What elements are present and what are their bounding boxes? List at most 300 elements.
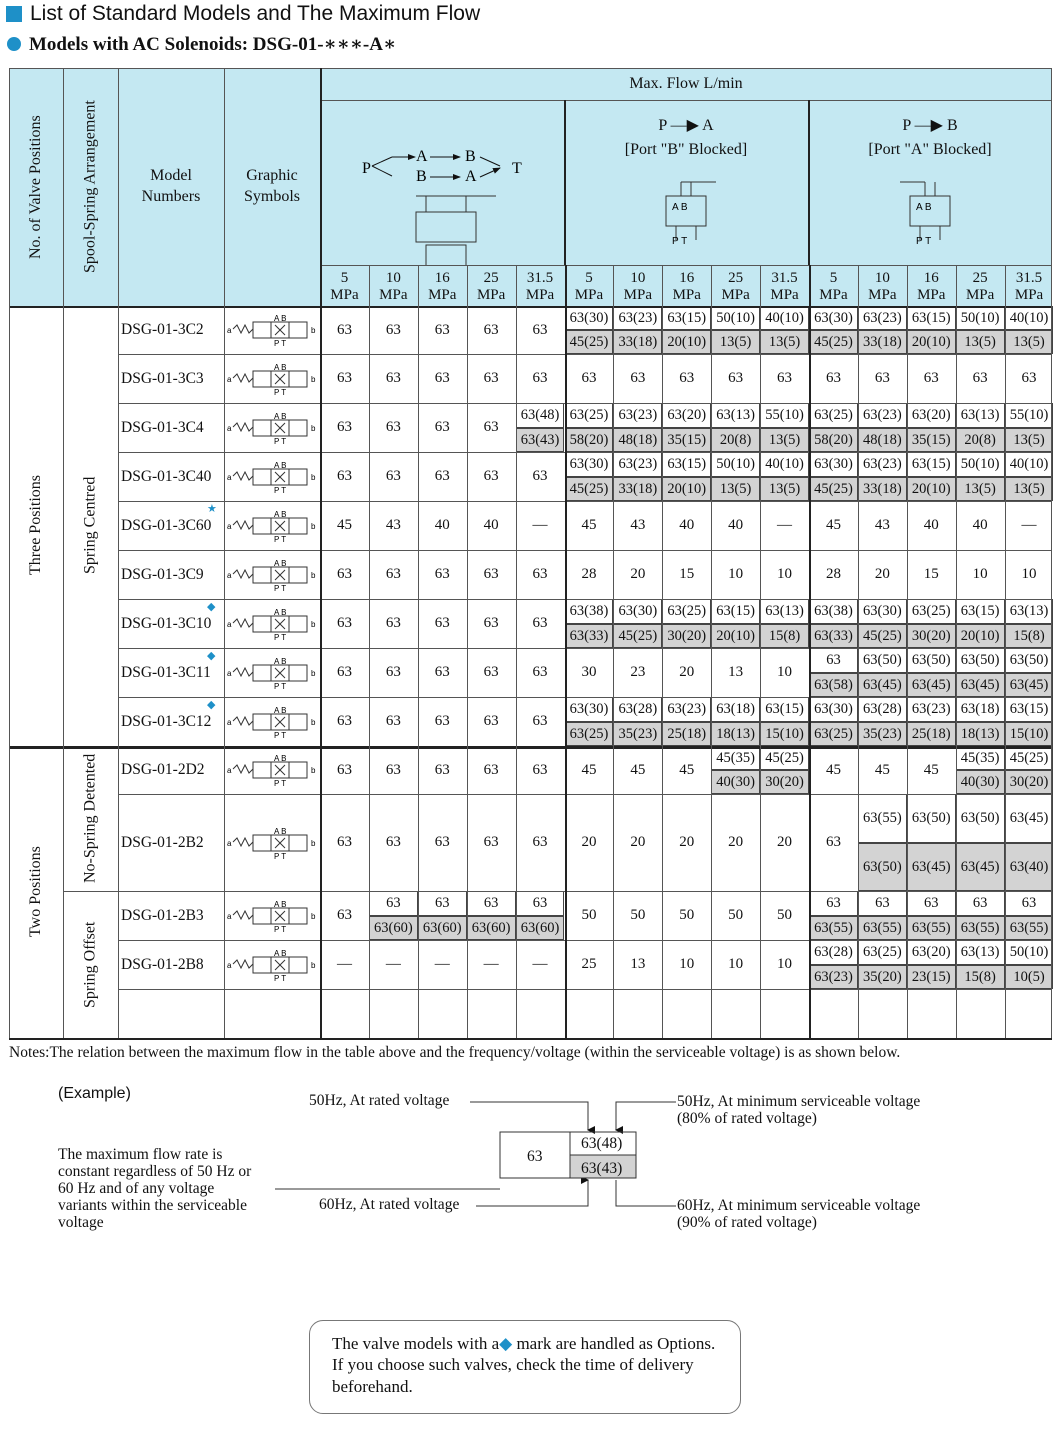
- flow-value-upper: 63(50): [1005, 648, 1054, 673]
- flow-value: 63: [923, 370, 939, 386]
- valve-symbol-icon: [227, 362, 317, 396]
- flow-value-upper: 63: [1005, 891, 1054, 916]
- flow-value-upper: 63(28): [858, 697, 907, 722]
- flow-value: 63: [385, 370, 401, 386]
- flow-value-upper: 63(20): [907, 403, 956, 428]
- flow-value-upper: 63(13): [956, 940, 1005, 965]
- flow-value-upper: 63(13): [711, 403, 760, 428]
- svg-text:A B: A B: [274, 509, 287, 519]
- flow-value-upper: 63(50): [907, 648, 956, 673]
- example-left-text-line: voltage: [58, 1214, 104, 1232]
- pressure-value: 10: [385, 270, 401, 286]
- grid-line: [118, 989, 1052, 990]
- flow-value: 13: [728, 664, 744, 680]
- valve-symbol-icon: [227, 313, 317, 347]
- flow-value-lower: 63(33): [809, 624, 858, 649]
- grid-line: [320, 68, 322, 1038]
- flow-value: 63: [728, 370, 744, 386]
- flow-value: 40: [972, 517, 988, 533]
- flow-value: 10: [777, 664, 793, 680]
- flow-value-lower: 13(5): [711, 330, 760, 354]
- flow-value: 63: [1021, 370, 1037, 386]
- pressure-value: 31.5: [526, 270, 554, 286]
- flow-value-lower: 48(18): [613, 428, 662, 453]
- svg-text:A B: A B: [916, 202, 932, 213]
- flow-value: 63: [336, 907, 352, 923]
- flow-value: 40: [483, 517, 499, 533]
- svg-text:P T: P T: [916, 236, 932, 246]
- flow-value-upper: 45(25): [1005, 746, 1054, 770]
- flow-value: 63: [532, 370, 548, 386]
- grid-line: [760, 265, 761, 1038]
- flow-value: 10: [1021, 566, 1037, 582]
- flow-value: 45: [630, 761, 646, 778]
- grid-line: [118, 648, 1052, 649]
- flow-value-upper: 63: [907, 891, 956, 916]
- grid-line: [9, 68, 1052, 69]
- flow-value-upper: 45(35): [956, 746, 1005, 770]
- flow-value-upper: 63(25): [907, 599, 956, 624]
- flow-value-upper: 63(23): [858, 306, 907, 330]
- svg-text:P T: P T: [672, 236, 688, 246]
- flow-value: —: [336, 956, 352, 972]
- flow-value-upper: 45(35): [711, 746, 760, 770]
- header-valve-positions: No. of Valve Positions: [27, 115, 44, 259]
- flow-value-lower: 13(5): [956, 330, 1005, 354]
- pressure-value: 25: [728, 270, 744, 286]
- graphic-symbol: [224, 891, 320, 940]
- flow-value-upper: 63(38): [809, 599, 858, 624]
- flow-value-lower: 23(15): [907, 965, 956, 990]
- flow-value: 63: [336, 468, 352, 484]
- flow-value-upper: 63(23): [613, 403, 662, 428]
- notes-text: Notes:The relation between the maximum flow in the table above and the frequency/voltage (within the serviceable voltage) is as shown below.: [9, 1044, 901, 1061]
- svg-text:P T: P T: [274, 387, 287, 396]
- model-number: DSG-01-2B2: [121, 833, 204, 851]
- flow-value-lower: 58(20): [809, 428, 858, 453]
- grid-line: [1051, 68, 1052, 1038]
- graphic-symbol: [224, 403, 320, 452]
- flow-value-lower: 35(20): [858, 965, 907, 990]
- flow-value-lower: 48(18): [858, 428, 907, 453]
- diamond-mark-icon: ◆: [499, 1334, 513, 1353]
- flow-value: 63: [777, 370, 793, 386]
- pressure-unit: MPa: [623, 286, 652, 303]
- flow-value-upper: 63(15): [956, 599, 1005, 624]
- flow-value-upper: 63(15): [1005, 697, 1054, 722]
- pressure-value: 25: [483, 270, 499, 286]
- flow-value-upper: 63(15): [662, 306, 711, 330]
- flow-value: 63: [385, 834, 401, 850]
- flow-value-lower: 30(20): [1005, 770, 1054, 794]
- pressure-unit: MPa: [672, 286, 701, 303]
- grid-line: [9, 1038, 1052, 1040]
- flow-value: 63: [385, 321, 401, 338]
- flow-value: 63: [483, 468, 499, 484]
- flow-value: 45: [336, 517, 352, 533]
- flow-value: 63: [385, 761, 401, 778]
- pressure-unit: MPa: [819, 286, 848, 303]
- flow-value-lower: 63(45): [956, 673, 1005, 698]
- flow-value-lower: 63(23): [809, 965, 858, 990]
- flow-value-lower: 33(18): [858, 330, 907, 354]
- diamond-mark-icon: ◆: [207, 699, 216, 711]
- flow-value-upper: 63(23): [858, 452, 907, 477]
- graphic-symbol: [224, 354, 320, 403]
- flow-value-upper: 63(20): [662, 403, 711, 428]
- example-left-text-line: constant regardless of 50 Hz or: [58, 1163, 252, 1181]
- pressure-value: 5: [829, 270, 838, 286]
- flow-value: 63: [483, 615, 499, 631]
- flow-value-upper: 63(48): [516, 403, 565, 428]
- flow-value-lower: 20(10): [711, 624, 760, 649]
- flow-value: 63: [532, 713, 548, 729]
- svg-text:A B: A B: [274, 948, 287, 958]
- flow-value: 63: [874, 370, 890, 386]
- pressure-unit: MPa: [917, 286, 946, 303]
- example-top-right-line: 50Hz, At minimum serviceable voltage: [677, 1093, 921, 1110]
- flow-value-lower: 63(55): [907, 916, 956, 941]
- grid-line: [118, 68, 119, 1038]
- flow-value-upper: 63(15): [907, 452, 956, 477]
- header-pressure-10: [809, 265, 858, 306]
- valve-symbol-icon: [227, 656, 317, 690]
- grid-line: [118, 599, 1052, 600]
- flow-value: 20: [630, 566, 646, 582]
- flow-value-upper: 63(30): [565, 452, 614, 477]
- svg-text:b: b: [311, 911, 316, 921]
- header-pressure-12: [907, 265, 956, 306]
- g1-b2: B: [465, 148, 476, 165]
- flow-value: 63: [483, 761, 499, 778]
- flow-value: 43: [385, 517, 401, 533]
- flow-value-upper: 63(30): [809, 306, 858, 330]
- graphic-symbol: [224, 648, 320, 697]
- flow-value-upper: 63(15): [907, 306, 956, 330]
- pressure-unit: MPa: [1014, 286, 1044, 303]
- flow-value: —: [777, 517, 793, 533]
- grid-line: [118, 501, 1052, 502]
- pressure-value: 16: [923, 270, 939, 286]
- flow-value-upper: 63: [418, 891, 467, 916]
- flow-value-lower: 15(8): [760, 624, 809, 649]
- grid-line: [369, 265, 370, 1038]
- grid-line: [224, 68, 225, 1038]
- flow-value-upper: 63(23): [613, 306, 662, 330]
- grid-line: [118, 403, 1052, 404]
- flow-value-lower: 33(18): [858, 477, 907, 502]
- title-text: List of Standard Models and The Maximum Flow: [30, 2, 481, 25]
- graphic-symbol: [224, 501, 320, 550]
- grid-line: [956, 265, 957, 1038]
- flow-value-upper: 63(50): [956, 794, 1005, 843]
- valve-symbol-icon: [227, 826, 317, 860]
- flow-value-lower: 30(20): [760, 770, 809, 794]
- svg-text:A B: A B: [274, 558, 287, 568]
- grid-line: [118, 794, 1052, 795]
- example-bottom-right-line: 60Hz, At minimum serviceable voltage: [677, 1197, 921, 1214]
- grid-line: [808, 100, 810, 265]
- grid-line: [1005, 265, 1006, 1038]
- grid-line: [418, 265, 419, 1038]
- model-number: DSG-01-2D2: [121, 761, 205, 779]
- flow-value-lower: 35(23): [613, 722, 662, 747]
- svg-text:P T: P T: [274, 779, 287, 787]
- pressure-unit: MPa: [965, 286, 995, 303]
- group-no-spring-detented: No-Spring Detented: [81, 753, 99, 884]
- page-title: [6, 2, 480, 26]
- flow-value: 63: [434, 419, 450, 435]
- graphic-symbol: [224, 550, 320, 599]
- flow-value-lower: 25(18): [662, 722, 711, 747]
- flow-value-lower: 40(30): [956, 770, 1005, 794]
- flow-value: 63: [336, 321, 352, 338]
- header-graphic-2: Symbols: [243, 188, 300, 205]
- graphic-symbol: [224, 306, 320, 354]
- flow-value-lower: 63(45): [907, 843, 956, 892]
- flow-value-lower: 13(5): [1005, 477, 1054, 502]
- flow-value: 63: [532, 834, 548, 850]
- pressure-value: 5: [585, 270, 593, 286]
- flow-value: 40: [679, 517, 695, 533]
- valve-symbol-icon: [227, 460, 317, 494]
- grid-line: [9, 68, 10, 1038]
- flow-value-upper: 63(20): [907, 940, 956, 965]
- flow-value: 63: [825, 834, 841, 850]
- flow-value-lower: 13(5): [711, 477, 760, 502]
- svg-text:a: a: [227, 960, 232, 970]
- header-group-2-symbol: [626, 166, 746, 246]
- example-top-value: 63(48): [581, 1135, 623, 1152]
- svg-text:b: b: [311, 766, 316, 775]
- flow-value-upper: 63(13): [956, 403, 1005, 428]
- pressure-value: 5: [340, 270, 349, 286]
- flow-value: 20: [679, 834, 695, 850]
- svg-text:a: a: [227, 838, 232, 848]
- flow-value-lower: 63(45): [956, 843, 1005, 892]
- svg-text:P T: P T: [274, 730, 287, 739]
- flow-value-upper: 40(10): [1005, 452, 1054, 477]
- flow-value: 63: [581, 370, 597, 386]
- header-group-2: [564, 100, 808, 265]
- flow-value: 63: [385, 419, 401, 435]
- model-number: DSG-01-3C40: [121, 467, 212, 485]
- flow-value-lower: 30(20): [662, 624, 711, 649]
- flow-value-upper: 63(30): [809, 697, 858, 722]
- flow-value-lower: 63(45): [858, 673, 907, 698]
- example-bottom-left: 60Hz, At rated voltage: [319, 1196, 460, 1213]
- flow-value: 45: [923, 761, 939, 778]
- group-two-positions: Two Positions: [27, 846, 44, 938]
- flow-value: 45: [825, 517, 841, 533]
- flow-value-upper: 50(10): [956, 452, 1005, 477]
- flow-value: 10: [728, 566, 744, 582]
- grid-line: [516, 265, 517, 1038]
- svg-text:a: a: [227, 911, 232, 921]
- svg-text:b: b: [311, 619, 316, 629]
- flow-value-lower: 20(10): [907, 477, 956, 502]
- valve-symbol-icon: [227, 753, 317, 787]
- callout-text-1: The valve models with a: [332, 1334, 500, 1353]
- svg-text:A B: A B: [274, 656, 287, 666]
- flow-table: [9, 68, 1052, 1044]
- flow-value: 63: [434, 615, 450, 631]
- flow-value: 63: [483, 713, 499, 729]
- svg-text:a: a: [227, 717, 232, 727]
- flow-value: 10: [777, 956, 793, 972]
- svg-text:a: a: [227, 570, 232, 580]
- flow-value: 63: [336, 761, 352, 778]
- group1-flow-diagram: [320, 100, 564, 265]
- flow-value-lower: 20(10): [662, 330, 711, 354]
- flow-value: —: [532, 956, 548, 972]
- flow-value: 63: [434, 761, 450, 778]
- flow-value: 63: [336, 419, 352, 435]
- flow-value-lower: 63(45): [1005, 673, 1054, 698]
- flow-value-upper: 63(45): [1005, 794, 1054, 843]
- flow-value-upper: 63(15): [760, 697, 809, 722]
- pressure-unit: MPa: [525, 286, 555, 303]
- flow-value: 63: [532, 615, 548, 631]
- flow-value-lower: 63(40): [1005, 843, 1054, 892]
- group-three-positions: Three Positions: [27, 475, 44, 576]
- svg-text:b: b: [311, 668, 316, 678]
- svg-text:P T: P T: [274, 632, 287, 641]
- flow-value-lower: 45(25): [858, 624, 907, 649]
- header-pressure-6: [613, 265, 662, 306]
- model-number: DSG-01-3C11: [121, 663, 211, 681]
- flow-value: 63: [434, 713, 450, 729]
- header-max-flow: Max. Flow L/min: [629, 75, 743, 92]
- flow-value: 63: [385, 615, 401, 631]
- grid-line: [63, 68, 64, 1038]
- diamond-mark-icon: ◆: [207, 601, 216, 613]
- model-number: DSG-01-3C2: [121, 321, 204, 339]
- grid-line: [858, 265, 859, 1038]
- header-pressure-11: [858, 265, 907, 306]
- flow-value-lower: 63(55): [858, 916, 907, 941]
- header-pressure-2: [418, 265, 467, 306]
- header-group-1: [320, 100, 564, 265]
- grid-line: [809, 265, 811, 1038]
- flow-value: 30: [581, 664, 597, 680]
- flow-value: 45: [874, 761, 890, 778]
- flow-value-upper: 63(23): [613, 452, 662, 477]
- grid-line: [467, 265, 468, 1038]
- flow-value: 50: [630, 907, 646, 923]
- example-bottom-right-line: (90% of rated voltage): [677, 1214, 817, 1232]
- flow-value-upper: 63(13): [760, 599, 809, 624]
- valve-symbol-icon: [227, 948, 317, 982]
- flow-value-lower: 45(25): [809, 477, 858, 502]
- svg-text:b: b: [311, 521, 316, 531]
- grid-line: [118, 550, 1052, 551]
- pressure-unit: MPa: [379, 286, 408, 303]
- flow-value: 63: [532, 761, 548, 778]
- svg-text:b: b: [311, 960, 316, 970]
- svg-text:A B: A B: [274, 362, 287, 372]
- flow-value: 63: [483, 370, 499, 386]
- svg-text:P T: P T: [274, 534, 287, 543]
- flow-value-lower: 25(18): [907, 722, 956, 747]
- flow-value: 20: [679, 664, 695, 680]
- pressure-value: 31.5: [1015, 270, 1043, 286]
- svg-text:a: a: [227, 423, 232, 433]
- example-top-left: 50Hz, At rated voltage: [309, 1092, 450, 1109]
- graphic-symbol: [224, 599, 320, 648]
- svg-text:P T: P T: [274, 339, 287, 347]
- flow-value-upper: 63(38): [565, 599, 614, 624]
- grid-line: [118, 697, 1052, 698]
- flow-value-lower: 35(15): [662, 428, 711, 453]
- svg-text:b: b: [311, 374, 316, 384]
- flow-value: 63: [972, 370, 988, 386]
- svg-text:P T: P T: [274, 681, 287, 690]
- model-number: DSG-01-3C3: [121, 369, 204, 387]
- flow-value-lower: 63(25): [809, 722, 858, 747]
- flow-value-lower: 63(45): [907, 673, 956, 698]
- flow-value: 45: [679, 761, 695, 778]
- graphic-symbol: [224, 452, 320, 501]
- flow-value: 63: [336, 713, 352, 729]
- svg-text:b: b: [311, 423, 316, 433]
- flow-value-lower: 13(5): [760, 330, 809, 354]
- graphic-symbol: [224, 794, 320, 891]
- flow-value-upper: 40(10): [760, 306, 809, 330]
- grid-line: [118, 940, 1052, 941]
- flow-value-lower: 15(10): [1005, 722, 1054, 747]
- header-pressure-5: [565, 265, 614, 306]
- pressure-unit: MPa: [428, 286, 457, 303]
- pressure-value: 10: [630, 270, 646, 286]
- flow-value-lower: 18(13): [711, 722, 760, 747]
- header-model-numbers: [118, 68, 224, 306]
- header-pressure-0: [320, 265, 369, 306]
- header-pressure-7: [662, 265, 711, 306]
- flow-value: —: [483, 956, 499, 972]
- flow-value: 63: [434, 566, 450, 582]
- flow-value-lower: 63(60): [418, 916, 467, 941]
- grid-line: [9, 746, 1052, 749]
- flow-value: 13: [630, 956, 646, 972]
- flow-value-lower: 20(8): [711, 428, 760, 453]
- flow-value-lower: 63(25): [565, 722, 614, 747]
- flow-value: 20: [728, 834, 744, 850]
- valve-symbol-icon: [227, 411, 317, 445]
- header-model-1: Model: [150, 167, 192, 185]
- model-number: DSG-01-3C12: [121, 712, 212, 730]
- svg-text:b: b: [311, 472, 316, 482]
- flow-value-upper: 63(25): [565, 403, 614, 428]
- flow-value-upper: 50(10): [711, 306, 760, 330]
- grid-line: [320, 265, 1052, 266]
- flow-value: 28: [581, 566, 597, 582]
- model-number: DSG-01-3C60: [121, 516, 212, 534]
- flow-value: 45: [825, 761, 841, 778]
- flow-value: 20: [777, 834, 793, 850]
- flow-value: 63: [336, 834, 352, 850]
- header-graphic-1: Graphic: [246, 167, 298, 185]
- graphic-symbol: [224, 697, 320, 746]
- pressure-value: 16: [679, 270, 695, 286]
- flow-value: 50: [581, 907, 597, 923]
- flow-value-upper: 63(30): [565, 306, 614, 330]
- grid-line: [320, 100, 1052, 101]
- flow-value-upper: 45(25): [760, 746, 809, 770]
- flow-value: 40: [434, 517, 450, 533]
- example-callout-lines: [0, 1060, 1060, 1360]
- flow-value: 63: [385, 566, 401, 582]
